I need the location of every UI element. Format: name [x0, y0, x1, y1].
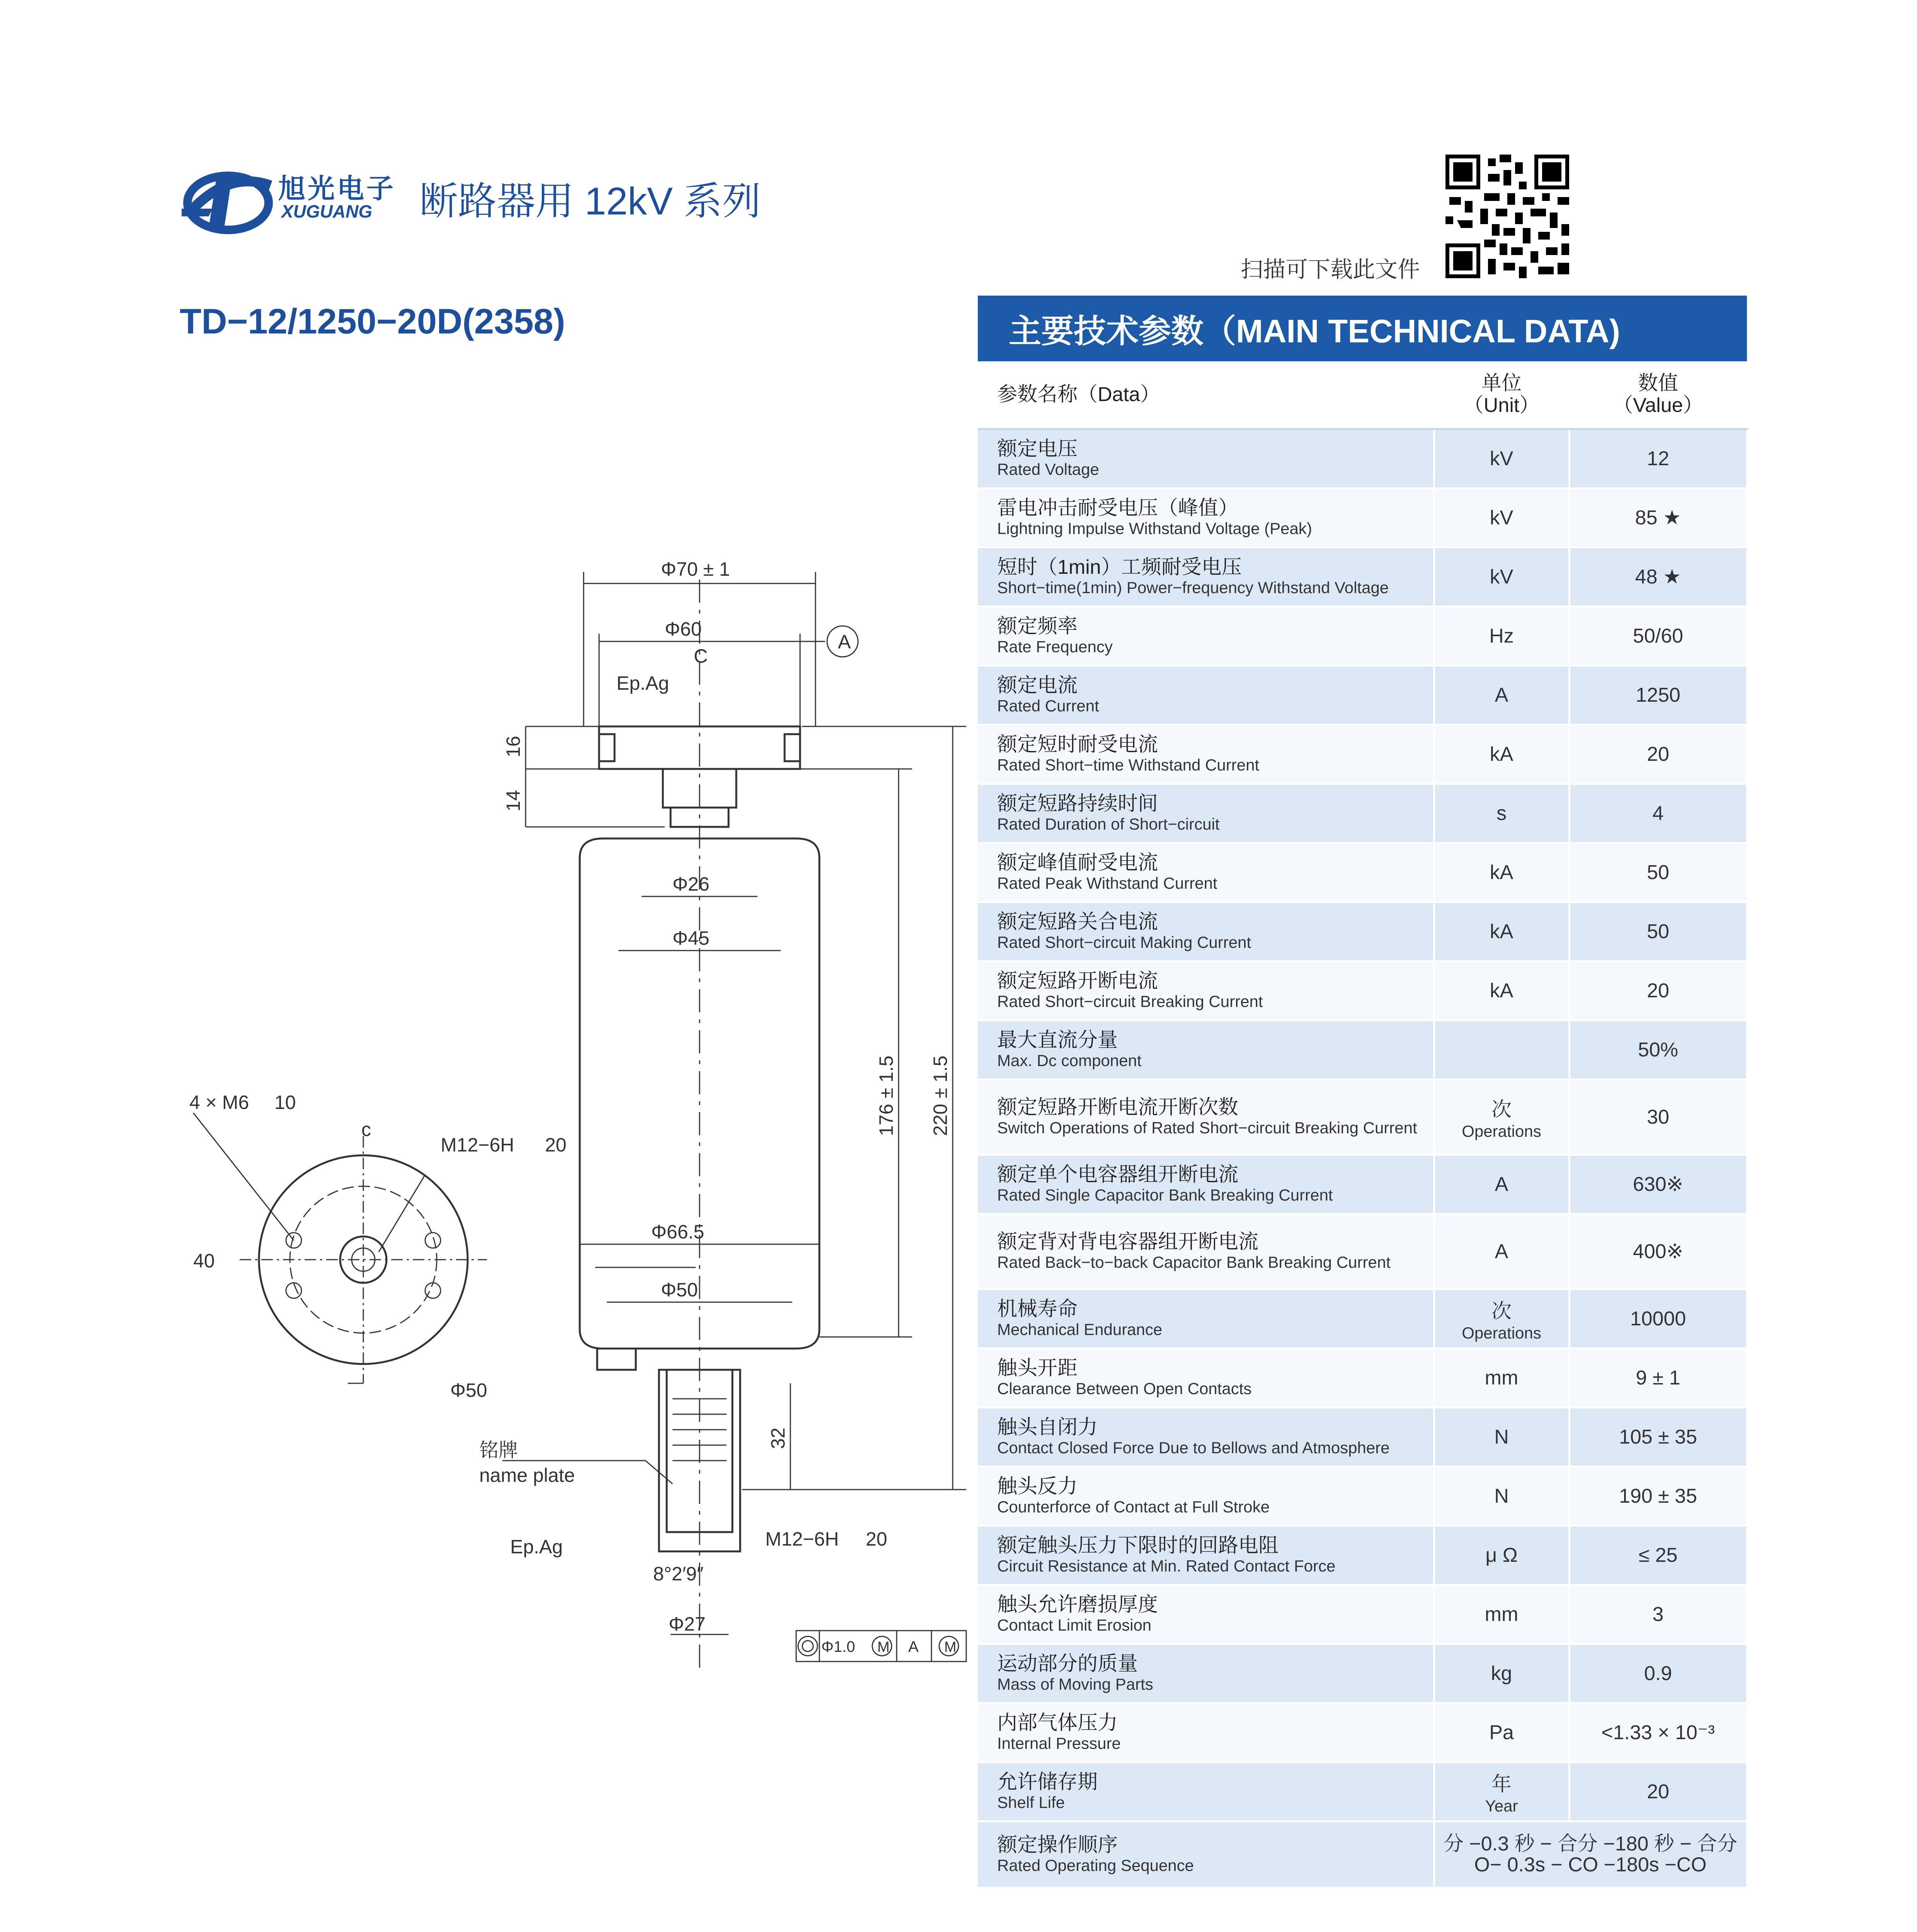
main-technical-data [978, 296, 1747, 1889]
last-row-value-cn: 分 −0.3 秒 − 合分 −180 秒 − 合分 [1443, 1832, 1738, 1855]
row-param-en: Counterforce of Contact at Full Stroke [997, 1497, 1270, 1516]
table-row [978, 1020, 1747, 1079]
row-unit: kA [1490, 743, 1514, 765]
row-value: 400※ [1633, 1240, 1684, 1263]
row-unit: Hz [1489, 624, 1514, 647]
dim-220: 220 ± 1.5 [930, 1055, 951, 1136]
last-row-cn: 额定操作顺序 [997, 1833, 1118, 1856]
table-row [978, 606, 1747, 665]
row-value: 50/60 [1633, 624, 1684, 647]
table-row [978, 429, 1747, 488]
row-value: 0.9 [1644, 1662, 1672, 1685]
row-value: 4 [1652, 802, 1664, 825]
table-row [978, 1079, 1747, 1155]
row-param-en: Rate Frequency [997, 637, 1113, 656]
table-row [978, 1644, 1747, 1703]
row-param-en: Shelf Life [997, 1793, 1065, 1811]
row-param-cn: 最大直流分量 [997, 1029, 1118, 1051]
brand-name-cn: 旭光电子 [278, 173, 396, 204]
row-value: 50 [1647, 920, 1669, 943]
tol-m2: M [944, 1639, 957, 1655]
row-value: 50% [1638, 1038, 1679, 1061]
row-unit: 年 [1491, 1773, 1512, 1796]
label-angle: 8°2′9″ [653, 1563, 704, 1585]
row-value: <1.33 × 10⁻³ [1601, 1721, 1715, 1744]
row-param-cn: 触头自闭力 [997, 1416, 1098, 1439]
row-param-en: Rated Current [997, 696, 1099, 715]
row-unit: A [1495, 1240, 1508, 1263]
row-unit: mm [1485, 1603, 1519, 1626]
row-unit: kA [1490, 979, 1514, 1002]
row-value: 50 [1647, 861, 1669, 884]
row-param-cn: 运动部分的质量 [997, 1652, 1138, 1675]
scan-download-text: 扫描可下载此文件 [1241, 257, 1420, 282]
table-row [978, 1348, 1747, 1407]
brand-name-en: XUGUANG [281, 201, 373, 221]
row-param-en: Mass of Moving Parts [997, 1675, 1153, 1693]
row-param-cn: 额定短时耐受电流 [997, 733, 1158, 756]
row-param-en: Mechanical Endurance [997, 1320, 1163, 1338]
row-value: 20 [1647, 979, 1669, 1002]
dim-d50-end: Φ50 [450, 1379, 487, 1401]
row-value: 3 [1652, 1603, 1664, 1626]
row-value: 12 [1647, 447, 1669, 470]
row-param-cn: 额定频率 [997, 615, 1078, 638]
row-value: 30 [1647, 1105, 1669, 1128]
table-row [978, 1585, 1747, 1644]
label-nameplate-en: name plate [479, 1464, 575, 1486]
main-table [978, 361, 1748, 1822]
row-param-cn: 额定电流 [997, 674, 1078, 697]
datum-a-label: A [838, 631, 851, 653]
row-param-cn: 触头反力 [997, 1475, 1078, 1498]
table-row [978, 843, 1747, 902]
label-m12-top: M12−6H [441, 1134, 514, 1156]
row-value: 85 ★ [1635, 506, 1681, 529]
row-value: 1250 [1636, 684, 1680, 706]
table-row [978, 724, 1747, 784]
dim-14: 14 [502, 790, 524, 811]
label-nameplate-cn: 铭牌 [479, 1439, 518, 1461]
table-row [978, 961, 1747, 1020]
dim-d45: Φ45 [672, 927, 710, 949]
label-holes: 4 × M6 [189, 1092, 249, 1113]
row-param-en: Rated Back−to−back Capacitor Bank Breaking Current [997, 1253, 1391, 1271]
row-unit: μ Ω [1485, 1544, 1518, 1566]
row-param-cn: 短时（1min）工频耐受电压 [997, 556, 1242, 578]
row-param-en: Contact Closed Force Due to Bellows and Atmosphere [997, 1438, 1390, 1457]
row-value: 190 ± 35 [1619, 1485, 1697, 1507]
row-param-en: Circuit Resistance at Min. Rated Contact Force [997, 1556, 1336, 1575]
dim-d665: Φ66.5 [651, 1221, 705, 1243]
row-unit: kA [1490, 861, 1514, 884]
col-value-header-cn: 数值 [1638, 372, 1678, 395]
row-param-cn: 触头开距 [997, 1357, 1078, 1379]
col-unit-header-en: （Unit） [1463, 394, 1540, 417]
row-unit: A [1495, 684, 1508, 706]
brand-logo [182, 162, 274, 243]
row-value: 20 [1647, 743, 1669, 765]
row-param-en: Short−time(1min) Power−frequency Withstand Voltage [997, 578, 1389, 597]
table-row [978, 784, 1747, 843]
row-param-cn: 允许储存期 [997, 1770, 1098, 1793]
row-unit: 次 [1491, 1099, 1512, 1121]
row-param-en: Rated Short−circuit Making Current [997, 933, 1251, 951]
table-row [978, 1214, 1747, 1289]
row-unit: kV [1490, 565, 1514, 588]
row-param-en: Rated Peak Withstand Current [997, 874, 1217, 892]
row-param-cn: 额定单个电容器组开断电流 [997, 1163, 1239, 1186]
row-unit: s [1496, 802, 1507, 825]
row-unit: kV [1490, 506, 1514, 529]
row-param-en: Max. Dc component [997, 1051, 1142, 1070]
col-value-header-en: （Value） [1613, 394, 1703, 417]
main-table-body [978, 361, 1747, 1821]
col-unit-header-cn: 单位 [1481, 372, 1522, 395]
col-param-header: 参数名称（Data） [997, 383, 1160, 406]
main-table-header-row [978, 361, 1747, 429]
row-param-en: Rated Short−time Withstand Current [997, 755, 1260, 774]
row-param-cn: 额定背对背电容器组开断电流 [997, 1230, 1259, 1253]
row-unit: N [1494, 1485, 1509, 1507]
table-row [978, 1407, 1747, 1466]
row-value: 9 ± 1 [1636, 1366, 1680, 1389]
row-value: 20 [1647, 1780, 1669, 1803]
row-param-en: Lightning Impulse Withstand Voltage (Peak) [997, 519, 1312, 537]
row-param-cn: 额定触头压力下限时的回路电阻 [997, 1534, 1279, 1557]
table-row [978, 1466, 1747, 1526]
dim-d60: Φ60 [665, 618, 702, 640]
row-param-cn: 额定短路持续时间 [997, 792, 1158, 815]
row-param-cn: 内部气体压力 [997, 1711, 1118, 1734]
tol-m1: M [877, 1639, 890, 1655]
label-holes-depth: 10 [274, 1092, 296, 1113]
dim-176: 176 ± 1.5 [875, 1055, 897, 1136]
qr-code [1445, 155, 1569, 278]
table-row [978, 488, 1747, 547]
row-param-en: Internal Pressure [997, 1734, 1121, 1752]
row-value: 630※ [1633, 1173, 1684, 1196]
table-row [978, 547, 1747, 606]
row-param-en: Rated Duration of Short−circuit [997, 815, 1220, 833]
row-param-en: Contact Limit Erosion [997, 1616, 1152, 1634]
label-c: C [694, 645, 708, 667]
table-row [978, 665, 1747, 724]
row-unit: 次 [1491, 1300, 1512, 1323]
qr-code-icon [1445, 155, 1569, 278]
row-param-en: Rated Single Capacitor Bank Breaking Current [997, 1185, 1333, 1204]
label-m12-bot-depth: 20 [866, 1528, 887, 1550]
row-param-cn: 额定短路开断电流 [997, 969, 1158, 992]
row-unit: kV [1490, 447, 1514, 470]
table-row [978, 1289, 1747, 1348]
row-unit: Pa [1489, 1721, 1514, 1744]
label-c-small: c [361, 1119, 371, 1140]
series-title: 断路器用 12kV 系列 [419, 180, 761, 223]
label-m12-top-depth: 20 [545, 1134, 567, 1156]
table-row [978, 1526, 1747, 1585]
row-param-cn: 雷电冲击耐受电压（峰值） [997, 497, 1239, 519]
table-row [978, 1703, 1747, 1762]
tol-value: Φ1.0 [821, 1638, 855, 1655]
row-param-en: Switch Operations of Rated Short−circuit Breaking Current [997, 1118, 1417, 1137]
row-unit: kA [1490, 920, 1514, 943]
label-epag-top: Ep.Ag [616, 672, 669, 694]
row-value: ≤ 25 [1638, 1544, 1678, 1566]
row-unit-en: Year [1485, 1797, 1518, 1815]
row-unit: A [1495, 1173, 1508, 1196]
row-unit: kg [1491, 1662, 1512, 1685]
row-param-en: Rated Short−circuit Breaking Current [997, 992, 1263, 1010]
label-m12-bot: M12−6H [765, 1528, 839, 1550]
row-param-cn: 触头允许磨损厚度 [997, 1593, 1158, 1616]
dim-d70: Φ70 ± 1 [661, 558, 730, 580]
operating-sequence-row [978, 1822, 1748, 1889]
label-angle40: 40 [193, 1250, 215, 1272]
row-unit: N [1494, 1425, 1509, 1448]
dim-d50: Φ50 [661, 1279, 698, 1301]
row-value: 10000 [1630, 1307, 1686, 1330]
dim-32: 32 [767, 1427, 789, 1449]
table-row [978, 1155, 1747, 1214]
row-param-cn: 机械寿命 [997, 1298, 1078, 1320]
last-row-value-en: O− 0.3s − CO −180s −CO [1474, 1854, 1707, 1876]
tol-a: A [908, 1638, 919, 1655]
table-row [978, 1762, 1747, 1821]
row-param-cn: 额定峰值耐受电流 [997, 851, 1158, 874]
logo-mark-icon [182, 162, 274, 243]
table-row [978, 902, 1747, 961]
label-epag-bot: Ep.Ag [510, 1536, 563, 1558]
dim-d27: Φ27 [669, 1613, 706, 1635]
row-param-en: Rated Voltage [997, 460, 1099, 478]
dim-d26: Φ26 [672, 873, 710, 895]
last-row-en: Rated Operating Sequence [997, 1856, 1194, 1874]
row-unit-en: Operations [1462, 1122, 1541, 1140]
row-unit-en: Operations [1462, 1324, 1541, 1342]
row-param-cn: 额定短路关合电流 [997, 910, 1158, 933]
row-value: 105 ± 35 [1619, 1425, 1697, 1448]
row-param-en: Clearance Between Open Contacts [997, 1379, 1252, 1398]
model-title: TD−12/1250−20D(2358) [180, 302, 565, 341]
main-table-title: 主要技术参数（MAIN TECHNICAL DATA) [978, 296, 1747, 361]
dim-16: 16 [502, 736, 524, 757]
technical-drawing [162, 533, 978, 1692]
row-param-cn: 额定电压 [997, 437, 1078, 460]
row-unit: mm [1485, 1366, 1519, 1389]
row-value: 48 ★ [1635, 565, 1681, 588]
row-param-cn: 额定短路开断电流开断次数 [997, 1096, 1239, 1119]
